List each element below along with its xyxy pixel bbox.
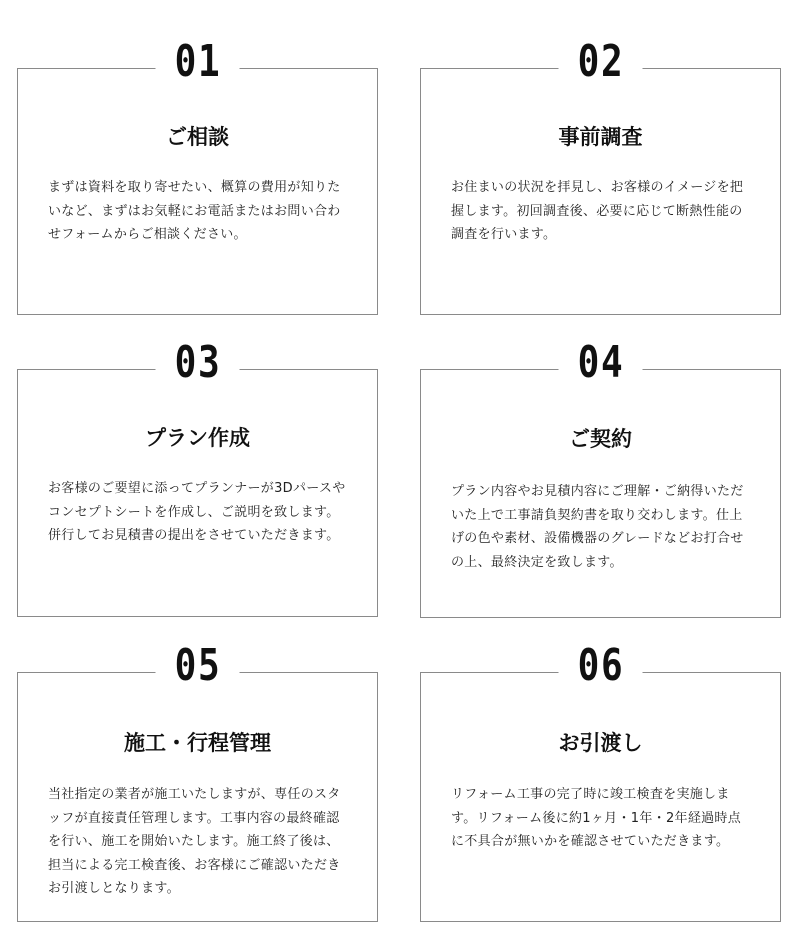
description-line: リフォーム工事の完了時に竣工検査を実施しま — [451, 787, 730, 802]
step-card-05 — [17, 640, 378, 922]
step-description — [48, 783, 349, 901]
step-title: 事前調査 — [558, 125, 643, 149]
description-line: げの色や素材、設備機器のグレードなどお打合せ — [451, 531, 744, 546]
description-line: を行い、施工を開始いたします。施工終了後は、 — [48, 834, 340, 849]
step-card-03 — [17, 337, 378, 617]
description-line: 併行してお見積書の提出をさせていただきます。 — [48, 528, 340, 543]
step-card-01 — [17, 36, 378, 315]
step-card-04 — [420, 337, 781, 618]
step-number: 03 — [155, 337, 240, 389]
step-number: 04 — [558, 337, 643, 389]
step-description — [48, 176, 349, 247]
step-number: 06 — [558, 640, 643, 692]
step-description — [451, 176, 752, 247]
step-title: お引渡し — [558, 731, 643, 755]
description-line: いた上で工事請負契約書を取り交わします。仕上 — [451, 507, 743, 523]
description-line: プラン内容やお見積内容にご理解・ご納得いただ — [451, 484, 744, 499]
description-line: まずは資料を取り寄せたい、概算の費用が知りた — [48, 180, 341, 195]
description-line: 担当による完工検査後、お客様にご確認いただき — [48, 857, 341, 873]
description-line: 調査を行います。 — [451, 227, 557, 242]
step-number: 01 — [155, 36, 240, 88]
step-number: 05 — [155, 640, 240, 692]
description-line: 当社指定の業者が施工いたしますが、専任のスタ — [48, 787, 341, 802]
description-line: お住まいの状況を拝見し、お客様のイメージを把 — [451, 180, 744, 195]
step-description — [451, 783, 752, 854]
description-line: の上、最終決定を致します。 — [451, 554, 623, 570]
step-number: 02 — [558, 36, 643, 88]
description-line: す。リフォーム後に約1ヶ月・1年・2年経過時点 — [451, 810, 742, 826]
step-title: プラン作成 — [145, 426, 250, 450]
step-description — [451, 480, 752, 574]
step-card-06 — [420, 640, 781, 922]
description-line: コンセプトシートを作成し、ご説明を致します。 — [48, 504, 340, 520]
description-line: いなど、まずはお気軽にお電話またはお問い合わ — [48, 203, 341, 219]
description-line: せフォームからご相談ください。 — [48, 227, 247, 242]
step-title: 施工・行程管理 — [124, 731, 271, 755]
description-line: お客様のご要望に添ってプランナーが3Dパースや — [48, 481, 346, 496]
step-title: ご契約 — [569, 427, 632, 451]
description-line: お引渡しとなります。 — [48, 881, 180, 896]
step-title: ご相談 — [166, 125, 229, 149]
description-line: ッフが直接責任管理します。工事内容の最終確認 — [48, 810, 340, 826]
step-description — [48, 477, 349, 548]
description-line: に不具合が無いかを確認させていただきます。 — [451, 834, 730, 849]
step-card-02 — [420, 36, 781, 315]
description-line: 握します。初回調査後、必要に応じて断熱性能の — [451, 203, 743, 219]
